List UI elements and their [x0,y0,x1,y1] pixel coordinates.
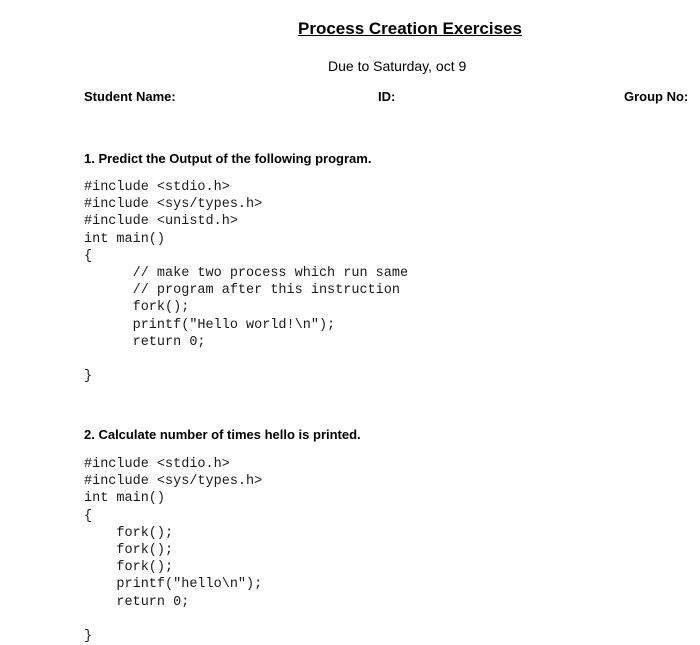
code-line: printf("Hello world!\n"); [84,317,336,333]
group-number-label: Group No: [624,89,689,104]
code-line: printf("hello\n"); [84,577,263,593]
code-line: #include <stdio.h> [84,180,230,195]
code-line: fork(); [84,542,174,558]
code-line: fork(); [84,525,174,541]
code-line: #include <stdio.h> [84,457,230,472]
code-line: } [84,628,93,644]
code-line: } [84,369,93,385]
student-name-label: Student Name: [84,89,176,104]
code-line: #include <unistd.h> [84,214,238,230]
code-line: #include <sys/types.h> [84,474,263,490]
code-line: int main() [84,491,166,507]
code-line: return 0; [84,594,190,610]
code-line: // make two process which run same [84,265,409,281]
code-line: // program after this instruction [84,283,400,299]
question-1-prompt: 1. Predict the Output of the following program. [84,151,372,166]
code-line: #include <sys/types.h> [84,197,263,213]
id-label: ID: [378,89,396,104]
question-2-code-block [84,456,262,645]
code-line [84,351,408,368]
due-date: Due to Saturday, oct 9 [328,58,467,74]
code-line [84,611,262,628]
question-2-prompt: 2. Calculate number of times hello is printed. [84,427,361,442]
code-line: fork(); [84,300,190,316]
code-line: int main() [84,231,166,247]
code-line: { [84,248,93,264]
document-title: Process Creation Exercises [298,19,522,38]
code-line: { [84,508,93,524]
code-line: fork(); [84,560,174,576]
question-1-code-block [84,179,408,385]
code-line: return 0; [84,334,206,350]
